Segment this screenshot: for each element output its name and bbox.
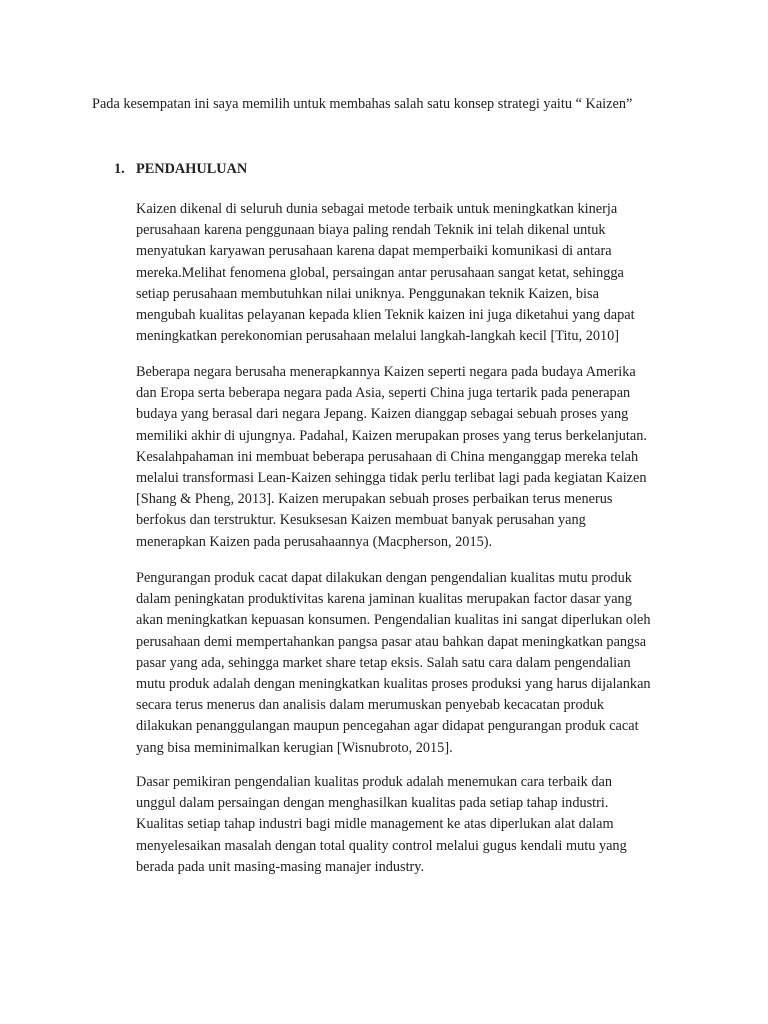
text-line: [Shang & Pheng, 2013]. Kaizen merupakan sebuah proses perbaikan terus menerus	[136, 491, 613, 508]
text-line: budaya yang berasal dari negara Jepang. Kaizen dianggap sebagai sebuah proses yang	[136, 406, 629, 423]
paragraph-1	[136, 199, 696, 347]
section-title: PENDAHULUAN	[136, 161, 248, 177]
text-line: berfokus dan terstruktur. Kesuksesan Kaizen membuat banyak perusahan yang	[136, 512, 586, 529]
text-line: unggul dalam persaingan dengan menghasilkan kualitas pada setiap tahap industri.	[136, 795, 609, 812]
paragraph-3	[136, 568, 696, 759]
text-line: mutu produk adalah dengan meningkatkan kualitas proses produksi yang harus dijalankan	[136, 676, 651, 693]
text-line: menyelesaikan masalah dengan total quality control melalui gugus kendali mutu yang	[136, 837, 627, 854]
text-line: meningkatkan perekonomian perusahaan melalui langkah-langkah kecil [Titu, 2010]	[136, 328, 620, 345]
paragraph-4	[136, 772, 696, 878]
text-line: perusahaan demi mempertahankan pangsa pasar atau bahkan dapat meningkatkan pangsa	[136, 633, 647, 650]
text-line: mengubah kualitas pelayanan kepada klien Teknik kaizen ini juga diketahui yang dapat	[136, 307, 635, 324]
text-line: Kualitas setiap tahap industri bagi midle management ke atas diperlukan alat dalam	[136, 816, 614, 833]
text-line: menyatukan karyawan perusahaan karena dapat memperbaiki komunikasi di antara	[136, 243, 612, 260]
text-line: akan meningkatkan kepuasan konsumen. Pengendalian kualitas ini sangat diperlukan oleh	[136, 612, 651, 629]
text-line: mereka.Melihat fenomena global, persaingan antar perusahaan sangat ketat, sehingga	[136, 264, 624, 281]
text-line: berada pada unit masing-masing manajer industry.	[136, 858, 425, 875]
text-line: setiap perusahaan membutuhkan nilai uniknya. Penggunakan teknik Kaizen, bisa	[136, 285, 599, 302]
text-line: Pengurangan produk cacat dapat dilakukan dengan pengendalian kualitas mutu produk	[136, 570, 632, 586]
text-line: menerapkan Kaizen pada perusahaannya (Macpherson, 2015).	[136, 533, 493, 550]
intro-sentence: Pada kesempatan ini saya memilih untuk membahas salah satu konsep strategi yaitu “ Kaizen”	[92, 96, 633, 112]
section-heading	[114, 159, 247, 179]
text-line: memiliki akhir di ujungnya. Padahal, Kaizen merupakan proses yang terus berkelanjutan.	[136, 427, 647, 444]
text-line: secara terus menerus dan analisis dalam merumuskan penyebab kecacatan produk	[136, 697, 605, 714]
text-line: yang bisa meminimalkan kerugian [Wisnubroto, 2015].	[136, 739, 453, 756]
text-line: Kesalahpahaman ini membuat beberapa perusahaan di China menganggap mereka telah	[136, 448, 639, 465]
text-line: Kaizen dikenal di seluruh dunia sebagai metode terbaik untuk meningkatkan kinerja	[136, 201, 618, 217]
text-line: Beberapa negara berusaha menerapkannya Kaizen seperti negara pada budaya Amerika	[136, 364, 636, 380]
section-number: 1.	[114, 161, 125, 177]
text-line: dalam peningkatan produktivitas karena jaminan kualitas merupakan factor dasar yang	[136, 591, 632, 608]
text-line: dan Eropa serta beberapa negara pada Asia, seperti China juga tertarik pada penerapan	[136, 385, 631, 402]
text-line: dilakukan penanggulangan maupun pencegahan agar didapat pengurangan produk cacat	[136, 718, 639, 735]
text-line: Dasar pemikiran pengendalian kualitas produk adalah menemukan cara terbaik dan	[136, 774, 612, 790]
text-line: pasar yang ada, sehingga market share tetap eksis. Salah satu cara dalam pengendalian	[136, 654, 631, 671]
paragraph-2	[136, 362, 696, 553]
text-line: melalui transformasi Lean-Kaizen sehingga tidak perlu terlibat lagi pada kegiatan Kaizen	[136, 470, 647, 487]
text-line: perusahaan karena penggunaan biaya paling rendah Teknik ini telah dikenal untuk	[136, 222, 606, 239]
